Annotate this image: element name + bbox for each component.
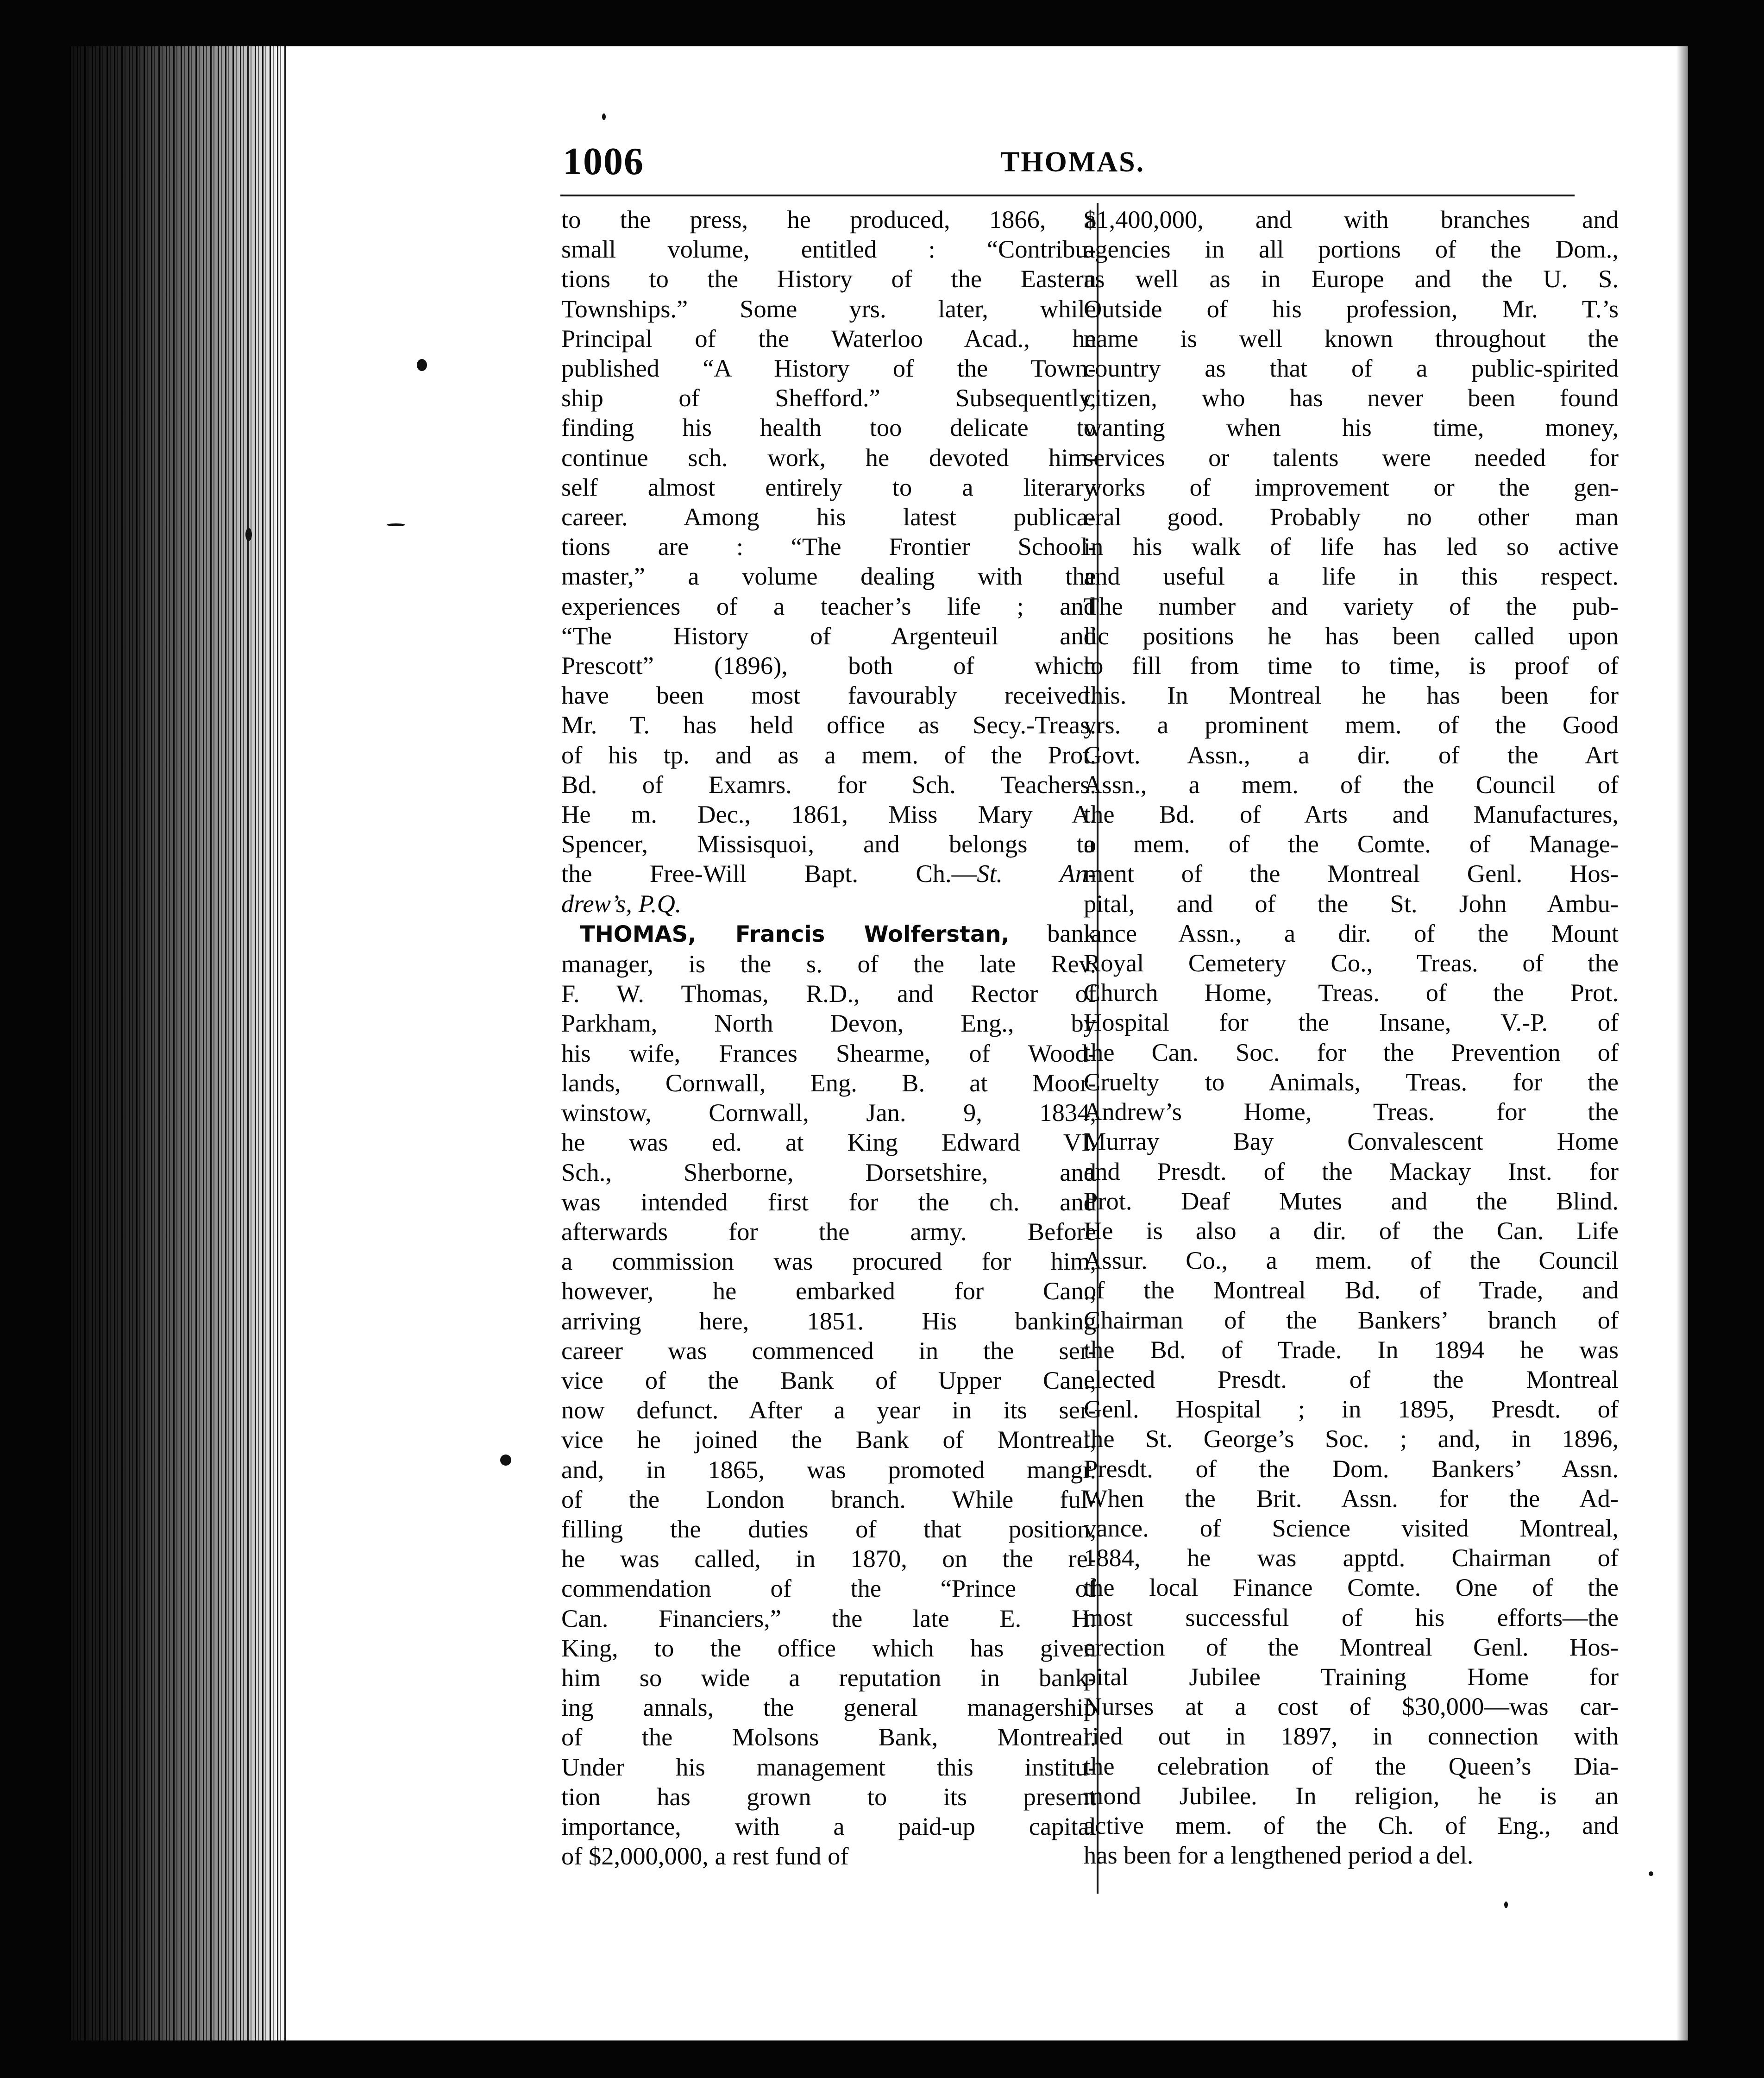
line-text: erection of the Montreal Genl. Hos- bbox=[1084, 1632, 1619, 1661]
line-text: the Bd. of Arts and Manufactures, bbox=[1084, 800, 1619, 829]
line-text: wanting when his time, money, bbox=[1084, 413, 1619, 442]
text-line bbox=[1084, 1067, 1619, 1097]
text-line bbox=[561, 1068, 1096, 1098]
line-text: lance Assn., a dir. of the Mount bbox=[1084, 919, 1619, 947]
text-line bbox=[1084, 1573, 1619, 1602]
text-line bbox=[1084, 1751, 1619, 1781]
text-line bbox=[561, 1693, 1096, 1722]
line-text: ing annals, the general managership bbox=[561, 1693, 1096, 1722]
left-column bbox=[561, 205, 1096, 1871]
text-line bbox=[1084, 770, 1619, 800]
line-text: elected Presdt. of the Montreal bbox=[1084, 1365, 1619, 1393]
line-text: of $2,000,000, a rest fund of bbox=[561, 1842, 849, 1870]
text-line bbox=[561, 829, 1096, 859]
text-line bbox=[1084, 948, 1619, 978]
line-text: has been for a lengthened period a del. bbox=[1084, 1841, 1474, 1870]
line-text: bank bbox=[1009, 919, 1096, 947]
right-column bbox=[1084, 205, 1619, 1870]
line-text: Andrew’s Home, Treas. for the bbox=[1084, 1097, 1619, 1126]
text-line bbox=[1084, 443, 1619, 472]
text-line bbox=[1084, 1632, 1619, 1662]
text-line bbox=[1084, 1157, 1619, 1186]
line-text: tions are : “The Frontier School- bbox=[561, 532, 1096, 561]
line-text: a commission was procured for him, bbox=[561, 1247, 1096, 1276]
line-text: lands, Cornwall, Eng. B. at Moor- bbox=[561, 1068, 1096, 1097]
text-line bbox=[561, 949, 1096, 979]
line-text: Assn., a mem. of the Council of bbox=[1084, 770, 1619, 799]
text-line bbox=[561, 383, 1096, 413]
line-text: Presdt. of the Dom. Bankers’ Assn. bbox=[1084, 1454, 1619, 1483]
line-text: active mem. of the Ch. of Eng., and bbox=[1084, 1811, 1619, 1839]
page-number: 1006 bbox=[563, 140, 644, 183]
entry-name: THOMAS, Francis Wolferstan, bbox=[580, 921, 1010, 947]
line-text: Murray Bay Convalescent Home bbox=[1084, 1127, 1619, 1156]
text-line bbox=[561, 413, 1096, 442]
text-line bbox=[1084, 592, 1619, 621]
text-line bbox=[1084, 1097, 1619, 1127]
line-text: of the Molsons Bank, Montreal. bbox=[561, 1723, 1096, 1751]
line-text: of his tp. and as a mem. of the Prot. bbox=[561, 740, 1096, 769]
line-text: Hospital for the Insane, V.-P. of bbox=[1084, 1008, 1619, 1037]
text-line bbox=[1084, 1335, 1619, 1365]
text-line bbox=[561, 1276, 1096, 1306]
line-text: mond Jubilee. In religion, he is an bbox=[1084, 1781, 1619, 1810]
text-line bbox=[561, 294, 1096, 324]
line-text: his wife, Frances Shearme, of Wood- bbox=[561, 1039, 1096, 1067]
text-line bbox=[561, 1366, 1096, 1395]
line-text: Principal of the Waterloo Acad., he bbox=[561, 324, 1096, 353]
text-line bbox=[561, 740, 1096, 770]
scan-speck bbox=[387, 523, 405, 526]
line-text: 1884, he was apptd. Chairman of bbox=[1084, 1543, 1619, 1572]
text-line bbox=[1084, 1365, 1619, 1394]
text-line bbox=[561, 1514, 1096, 1544]
text-line bbox=[561, 1217, 1096, 1247]
text-line bbox=[561, 1663, 1096, 1693]
scan-border-left bbox=[0, 0, 69, 2078]
text-line bbox=[561, 1722, 1096, 1752]
line-text: experiences of a teacher’s life ; and bbox=[561, 592, 1096, 620]
text-line bbox=[1084, 324, 1619, 353]
line-text: Assur. Co., a mem. of the Council bbox=[1084, 1246, 1619, 1275]
text-line bbox=[561, 1782, 1096, 1812]
line-text: Spencer, Missisquoi, and belongs to bbox=[561, 830, 1096, 858]
text-line bbox=[561, 1127, 1096, 1157]
text-line bbox=[1084, 1692, 1619, 1721]
line-text: this. In Montreal he has been for bbox=[1084, 681, 1619, 710]
text-line bbox=[561, 1039, 1096, 1068]
line-text: $1,400,000, and with branches and bbox=[1084, 205, 1619, 233]
scan-border-top bbox=[0, 0, 1764, 46]
line-text: Govt. Assn., a dir. of the Art bbox=[1084, 740, 1619, 769]
text-line bbox=[561, 1841, 1096, 1871]
line-text: Can. Financiers,” the late E. H. bbox=[561, 1604, 1096, 1632]
line-text: career was commenced in the ser- bbox=[561, 1336, 1096, 1365]
text-line bbox=[1084, 800, 1619, 829]
scan-speck bbox=[500, 1455, 511, 1466]
text-line bbox=[1084, 1186, 1619, 1216]
line-text: Outside of his profession, Mr. T.’s bbox=[1084, 294, 1619, 323]
text-line bbox=[561, 889, 1096, 919]
line-text: he was called, in 1870, on the re- bbox=[561, 1544, 1096, 1573]
line-text: Sch., Sherborne, Dorsetshire, and bbox=[561, 1158, 1096, 1186]
text-line bbox=[561, 1812, 1096, 1841]
text-line bbox=[561, 621, 1096, 651]
text-line bbox=[1084, 1424, 1619, 1454]
line-text: the Bd. of Trade. In 1894 he was bbox=[1084, 1335, 1619, 1364]
text-line bbox=[561, 472, 1096, 502]
text-line bbox=[561, 264, 1096, 294]
line-text: most successful of his efforts—the bbox=[1084, 1603, 1619, 1631]
text-line bbox=[1084, 829, 1619, 859]
line-text: master,” a volume dealing with the bbox=[561, 562, 1096, 591]
line-text: ment of the Montreal Genl. Hos- bbox=[1084, 859, 1619, 888]
line-text: have been most favourably received. bbox=[561, 681, 1096, 710]
text-line bbox=[561, 1633, 1096, 1663]
text-line bbox=[561, 1098, 1096, 1127]
line-text: Genl. Hospital ; in 1895, Presdt. of bbox=[1084, 1395, 1619, 1423]
line-text: winstow, Cornwall, Jan. 9, 1834, bbox=[561, 1098, 1096, 1127]
line-text: King, to the office which has given bbox=[561, 1633, 1096, 1662]
line-text: tions to the History of the Eastern bbox=[561, 264, 1096, 293]
text-line bbox=[561, 443, 1096, 472]
line-text: Cruelty to Animals, Treas. for the bbox=[1084, 1067, 1619, 1096]
line-text: yrs. a prominent mem. of the Good bbox=[1084, 711, 1619, 739]
line-text: works of improvement or the gen- bbox=[1084, 472, 1619, 501]
line-text: eral good. Probably no other man bbox=[1084, 503, 1619, 531]
text-line bbox=[1084, 1721, 1619, 1751]
place-italic: St. An- bbox=[977, 859, 1096, 888]
line-text: however, he embarked for Can., bbox=[561, 1277, 1096, 1305]
line-text: to fill from time to time, is proof of bbox=[1084, 651, 1619, 680]
text-line bbox=[1084, 1038, 1619, 1067]
line-text: Church Home, Treas. of the Prot. bbox=[1084, 978, 1619, 1007]
text-line bbox=[561, 800, 1096, 829]
text-line bbox=[561, 1158, 1096, 1187]
line-text: pital Jubilee Training Home for bbox=[1084, 1662, 1619, 1691]
line-text: finding his health too delicate to bbox=[561, 413, 1096, 442]
text-line bbox=[561, 1336, 1096, 1366]
line-text: to the press, he produced, 1866, a bbox=[561, 205, 1096, 233]
line-text: now defunct. After a year in its ser- bbox=[561, 1396, 1096, 1424]
line-text: published “A History of the Town- bbox=[561, 354, 1096, 383]
line-text: importance, with a paid-up capital bbox=[561, 1812, 1096, 1840]
text-line bbox=[1084, 1603, 1619, 1632]
text-line bbox=[1084, 919, 1619, 948]
line-text: of the Montreal Bd. of Trade, and bbox=[1084, 1276, 1619, 1304]
text-line bbox=[1084, 651, 1619, 680]
scan-speck bbox=[245, 528, 252, 541]
line-text: The number and variety of the pub- bbox=[1084, 592, 1619, 620]
line-text: self almost entirely to a literary bbox=[561, 472, 1096, 501]
line-text: name is well known throughout the bbox=[1084, 324, 1619, 353]
text-line bbox=[1084, 889, 1619, 919]
line-text: F. W. Thomas, R.D., and Rector of bbox=[561, 979, 1096, 1008]
text-line bbox=[1084, 561, 1619, 591]
line-text: Bd. of Examrs. for Sch. Teachers. bbox=[561, 770, 1096, 799]
line-text: agencies in all portions of the Dom., bbox=[1084, 235, 1619, 264]
text-line bbox=[561, 1604, 1096, 1633]
text-line bbox=[1084, 1454, 1619, 1484]
text-line bbox=[561, 1752, 1096, 1782]
line-text: lic positions he has been called upon bbox=[1084, 621, 1619, 650]
line-text: him so wide a reputation in bank- bbox=[561, 1663, 1096, 1692]
text-line bbox=[561, 1574, 1096, 1603]
line-text: ship of Shefford.” Subsequently, bbox=[561, 384, 1096, 412]
text-line bbox=[1084, 1216, 1619, 1246]
line-text: afterwards for the army. Before bbox=[561, 1217, 1096, 1246]
text-line bbox=[1084, 1513, 1619, 1543]
line-text: filling the duties of that position, bbox=[561, 1514, 1096, 1543]
line-text: Under his management this institu- bbox=[561, 1752, 1096, 1781]
line-text: and, in 1865, was promoted mangr. bbox=[561, 1455, 1096, 1484]
text-line bbox=[1084, 1246, 1619, 1275]
line-text: was intended first for the ch. and bbox=[561, 1187, 1096, 1216]
line-text: Mr. T. has held office as Secy.-Treas. bbox=[561, 711, 1096, 739]
line-text: a mem. of the Comte. of Manage- bbox=[1084, 830, 1619, 858]
text-line bbox=[1084, 234, 1619, 264]
text-line bbox=[561, 710, 1096, 740]
line-text: the Free-Will Bapt. Ch.— bbox=[561, 859, 977, 888]
scan-speck bbox=[1504, 1902, 1508, 1908]
text-line bbox=[561, 1008, 1096, 1038]
line-text: as well as in Europe and the U. S. bbox=[1084, 264, 1619, 293]
line-text: career. Among his latest publica- bbox=[561, 503, 1096, 531]
text-line bbox=[1084, 680, 1619, 710]
scan-border-bottom bbox=[0, 2040, 1764, 2078]
line-text: the Can. Soc. for the Prevention of bbox=[1084, 1038, 1619, 1066]
line-text: arriving here, 1851. His banking bbox=[561, 1306, 1096, 1335]
line-text: country as that of a public-spirited bbox=[1084, 354, 1619, 383]
line-text: ried out in 1897, in connection with bbox=[1084, 1722, 1619, 1751]
line-text: small volume, entitled : “Contribu- bbox=[561, 235, 1096, 264]
text-line bbox=[561, 919, 1096, 949]
text-line bbox=[561, 1485, 1096, 1514]
text-line bbox=[561, 680, 1096, 710]
text-line bbox=[561, 353, 1096, 383]
text-line bbox=[1084, 1484, 1619, 1513]
text-line bbox=[1084, 1811, 1619, 1840]
line-text: the local Finance Comte. One of the bbox=[1084, 1573, 1619, 1602]
line-text: “The History of Argenteuil and bbox=[561, 621, 1096, 650]
line-text: manager, is the s. of the late Rev. bbox=[561, 950, 1096, 978]
line-text: When the Brit. Assn. for the Ad- bbox=[1084, 1484, 1619, 1512]
text-line bbox=[1084, 1662, 1619, 1692]
text-line bbox=[561, 1247, 1096, 1276]
place-italic: drew’s, P.Q. bbox=[561, 889, 682, 918]
line-text: Royal Cemetery Co., Treas. of the bbox=[1084, 949, 1619, 977]
line-text: the St. George’s Soc. ; and, in 1896, bbox=[1084, 1424, 1619, 1453]
line-text: He m. Dec., 1861, Miss Mary A. bbox=[561, 800, 1096, 829]
text-line bbox=[1084, 294, 1619, 324]
text-line bbox=[561, 651, 1096, 680]
text-line bbox=[561, 205, 1096, 234]
text-line bbox=[561, 1544, 1096, 1574]
line-text: vance. of Science visited Montreal, bbox=[1084, 1513, 1619, 1542]
line-text: and useful a life in this respect. bbox=[1084, 562, 1619, 591]
line-text: citizen, who has never been found bbox=[1084, 384, 1619, 412]
text-line bbox=[561, 859, 1096, 888]
line-text: Prescott” (1896), both of which bbox=[561, 651, 1096, 680]
text-line bbox=[1084, 710, 1619, 740]
line-text: pital, and of the St. John Ambu- bbox=[1084, 889, 1619, 918]
line-text: vice he joined the Bank of Montreal, bbox=[561, 1425, 1096, 1454]
text-line bbox=[1084, 1127, 1619, 1156]
line-text: vice of the Bank of Upper Can., bbox=[561, 1366, 1096, 1394]
line-text: and Presdt. of the Mackay Inst. for bbox=[1084, 1157, 1619, 1185]
text-line bbox=[561, 502, 1096, 532]
text-line bbox=[1084, 859, 1619, 888]
line-text: services or talents were needed for bbox=[1084, 443, 1619, 472]
line-text: Chairman of the Bankers’ branch of bbox=[1084, 1305, 1619, 1334]
text-line bbox=[561, 532, 1096, 561]
line-text: Prot. Deaf Mutes and the Blind. bbox=[1084, 1186, 1619, 1215]
line-text: He is also a dir. of the Can. Life bbox=[1084, 1216, 1619, 1245]
scan-speck bbox=[417, 359, 427, 371]
text-line bbox=[561, 592, 1096, 621]
text-line bbox=[1084, 1275, 1619, 1305]
text-line bbox=[1084, 264, 1619, 294]
scan-border-right bbox=[1688, 0, 1764, 2078]
text-line bbox=[1084, 502, 1619, 532]
text-line bbox=[1084, 1840, 1619, 1870]
scan-speck bbox=[1649, 1871, 1653, 1876]
line-text: the celebration of the Queen’s Dia- bbox=[1084, 1751, 1619, 1780]
running-head: THOMAS. bbox=[1000, 146, 1145, 178]
text-line bbox=[561, 1306, 1096, 1336]
text-line bbox=[561, 1425, 1096, 1455]
header-rule bbox=[560, 195, 1575, 196]
text-line bbox=[561, 770, 1096, 800]
scan-speck bbox=[602, 113, 606, 120]
text-line bbox=[1084, 532, 1619, 561]
line-text: commendation of the “Prince of bbox=[561, 1574, 1096, 1603]
text-line bbox=[1084, 1781, 1619, 1811]
text-line bbox=[1084, 205, 1619, 234]
line-text: he was ed. at King Edward VI. bbox=[561, 1128, 1096, 1157]
text-line bbox=[561, 1455, 1096, 1485]
text-line bbox=[561, 234, 1096, 264]
text-line bbox=[1084, 740, 1619, 770]
text-line bbox=[1084, 1008, 1619, 1037]
line-text: Townships.” Some yrs. later, while bbox=[561, 294, 1096, 323]
line-text: in his walk of life has led so active bbox=[1084, 532, 1619, 561]
text-line bbox=[561, 979, 1096, 1008]
text-line bbox=[1084, 978, 1619, 1008]
text-line bbox=[1084, 1543, 1619, 1573]
text-line bbox=[561, 1395, 1096, 1425]
line-text: tion has grown to its present bbox=[561, 1782, 1096, 1811]
text-line bbox=[1084, 621, 1619, 651]
line-text: continue sch. work, he devoted him- bbox=[561, 443, 1096, 472]
line-text: Nurses at a cost of $30,000—was car- bbox=[1084, 1692, 1619, 1721]
line-text: Parkham, North Devon, Eng., by bbox=[561, 1009, 1096, 1038]
text-line bbox=[561, 561, 1096, 591]
text-line bbox=[1084, 472, 1619, 502]
line-text: of the London branch. While ful- bbox=[561, 1485, 1096, 1513]
text-line bbox=[1084, 1305, 1619, 1335]
text-line bbox=[1084, 383, 1619, 413]
text-line bbox=[1084, 413, 1619, 442]
text-line bbox=[1084, 353, 1619, 383]
book-spine-shadow bbox=[69, 46, 287, 2040]
text-line bbox=[561, 1187, 1096, 1217]
text-line bbox=[561, 324, 1096, 353]
text-line bbox=[1084, 1394, 1619, 1424]
